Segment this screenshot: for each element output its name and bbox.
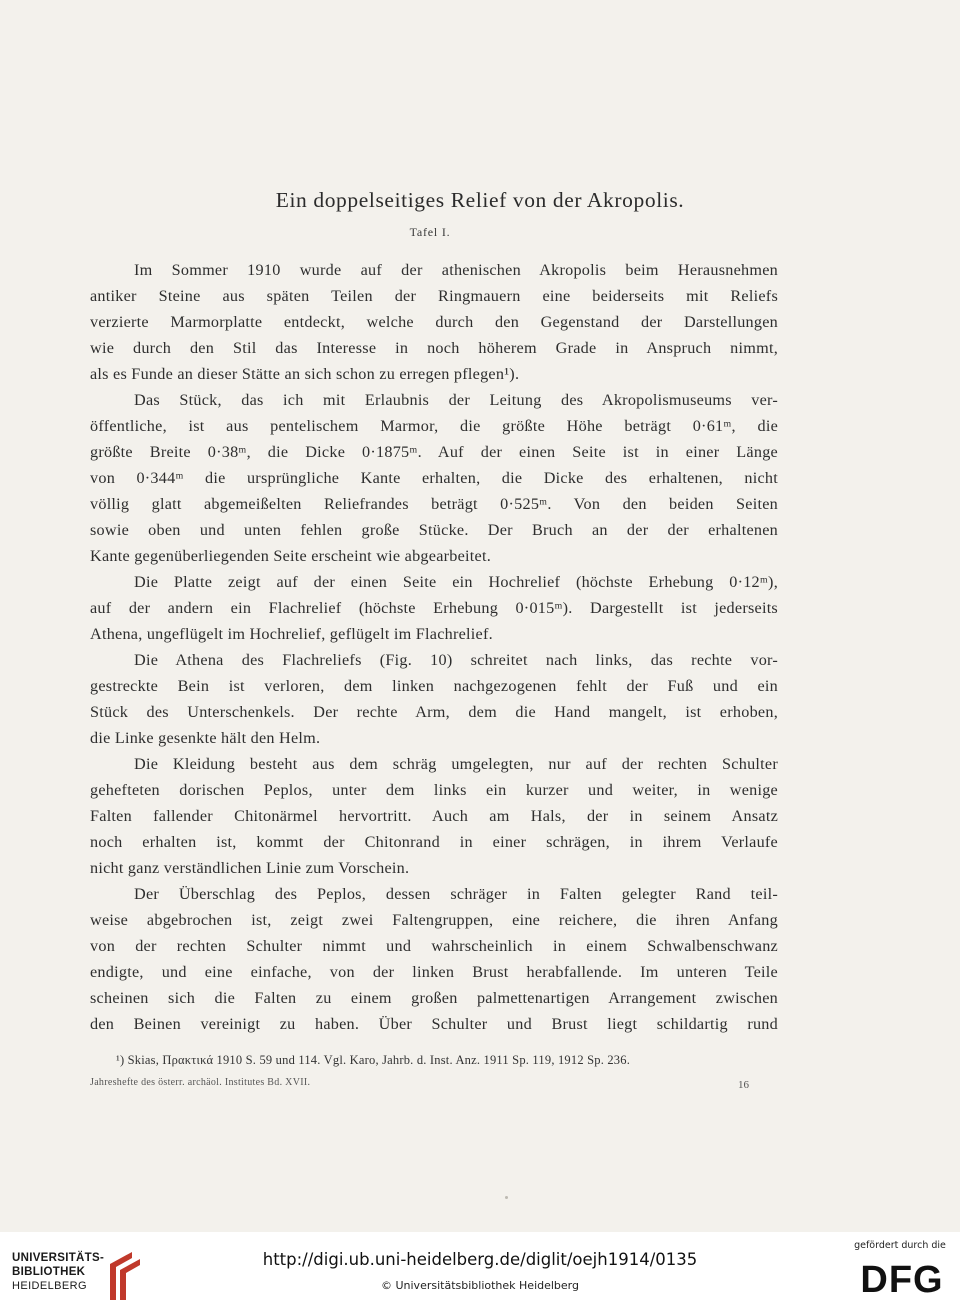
text-line: die Linke gesenkte hält den Helm.	[90, 729, 321, 747]
copyright-notice: © Universitätsbibliothek Heidelberg	[380, 1279, 579, 1292]
journal-reference: Jahreshefte des österr. archäol. Institutes Bd. XVII.	[90, 1077, 311, 1088]
text-line: Im Sommer 1910 wurde auf der athenischen Akropolis beim Herausnehmen	[134, 261, 778, 279]
logo-line-3: HEIDELBERG	[12, 1280, 87, 1292]
page-title: Ein doppelseitiges Relief von der Akropolis.	[275, 188, 685, 212]
text-line: weise abgebrochen ist, zeigt zwei Faltengruppen, eine reichere, die ihren Anfang	[90, 911, 778, 929]
text-line: noch erhalten ist, kommt der Chitonrand in einer schrägen, in ihrem Verlaufe	[90, 833, 778, 851]
page-number: 16	[738, 1079, 749, 1091]
text-line: Athena, ungeflügelt im Hochrelief, geflügelt im Flachrelief.	[90, 625, 493, 643]
text-line: nicht ganz verständlichen Linie zum Vorschein.	[90, 859, 410, 877]
svg-text:DFG: DFG	[860, 1259, 944, 1298]
dfg-logo-icon	[856, 1258, 948, 1298]
text-line: antiker Steine aus späten Teilen der Ringmauern eine beiderseits mit Reliefs	[90, 287, 778, 305]
text-line: scheinen sich die Falten zu einem großen palmettenartigen Arrangement zwischen	[90, 989, 778, 1007]
text-line: Stück des Unterschenkels. Der rechte Arm, dem die Hand mangelt, ist erhoben,	[90, 703, 778, 721]
text-line: öffentliche, ist aus pentelischem Marmor, die größte Höhe beträgt 0·61ᵐ, die	[90, 417, 778, 435]
footer-bar	[0, 1232, 960, 1304]
text-line: den Beinen vereinigt zu haben. Über Schulter und Brust liegt schildartig rund	[90, 1015, 778, 1033]
text-line: gehefteten dorischen Peplos, unter dem links ein kurzer und weiter, in wenige	[90, 781, 778, 799]
text-line: endigte, und eine einfache, von der linken Brust herabfallende. Im unteren Teile	[90, 963, 778, 981]
logo-line-1: UNIVERSITÄTS-	[12, 1252, 105, 1264]
text-line: Das Stück, das ich mit Erlaubnis der Leitung des Akropolismuseums ver-	[134, 391, 778, 409]
permalink-url[interactable]: http://digi.ub.uni-heidelberg.de/diglit/oejh1914/0135	[262, 1250, 698, 1269]
logo-line-2: BIBLIOTHEK	[12, 1266, 86, 1278]
plate-reference: Tafel I.	[409, 225, 451, 239]
text-line: Die Athena des Flachreliefs (Fig. 10) schreitet nach links, das rechte vor-	[134, 651, 778, 669]
text-line: Falten fallender Chitonärmel hervortritt. Auch am Hals, der in seinem Ansatz	[90, 807, 778, 825]
text-line: gestreckte Bein ist verloren, dem linken nachgezogenen fehlt der Fuß und ein	[90, 677, 778, 695]
text-line: sowie oben und unten fehlen große Stücke. Der Bruch an der der erhaltenen	[90, 521, 778, 539]
text-line: verzierte Marmorplatte entdeckt, welche durch den Gegenstand der Darstellungen	[90, 313, 778, 331]
text-line: Die Kleidung besteht aus dem schräg umgelegten, nur auf der rechten Schulter	[134, 755, 778, 773]
text-line: wie durch den Stil das Interesse in noch höherem Grade in Anspruch nimmt,	[90, 339, 778, 357]
text-line: Kante gegenüberliegenden Seite erscheint wie abgearbeitet.	[90, 547, 492, 565]
dfg-funder-block[interactable]	[848, 1240, 952, 1300]
text-line: als es Funde an dieser Stätte an sich schon zu erregen pflegen¹).	[90, 365, 520, 383]
text-line: größte Breite 0·38ᵐ, die Dicke 0·1875ᵐ. Auf der einen Seite ist in einer Länge	[90, 443, 778, 461]
text-line: von 0·344ᵐ die ursprüngliche Kante erhalten, die Dicke des erhaltenen, nicht	[90, 469, 778, 487]
footnote: ¹) Skias, Πρακτικά 1910 S. 59 und 114. Vgl. Karo, Jahrb. d. Inst. Anz. 1911 Sp. 119, 1912 Sp. 236.	[116, 1053, 631, 1067]
text-line: auf der andern ein Flachrelief (höchste Erhebung 0·015ᵐ). Dargestellt ist jederseits	[90, 599, 778, 617]
funder-caption: gefördert durch die	[854, 1240, 946, 1251]
body-text	[90, 257, 778, 1037]
text-line: Der Überschlag des Peplos, dessen schräger in Falten gelegter Rand teil-	[134, 885, 778, 903]
text-line: Die Platte zeigt auf der einen Seite ein Hochrelief (höchste Erhebung 0·12ᵐ),	[134, 573, 778, 591]
scan-speck	[505, 1196, 508, 1199]
text-line: von der rechten Schulter nimmt und wahrscheinlich in einem Schwalbenschwanz	[90, 937, 778, 955]
text-line: völlig glatt abgemeißelten Reliefrandes beträgt 0·525ᵐ. Von den beiden Seiten	[90, 495, 778, 513]
